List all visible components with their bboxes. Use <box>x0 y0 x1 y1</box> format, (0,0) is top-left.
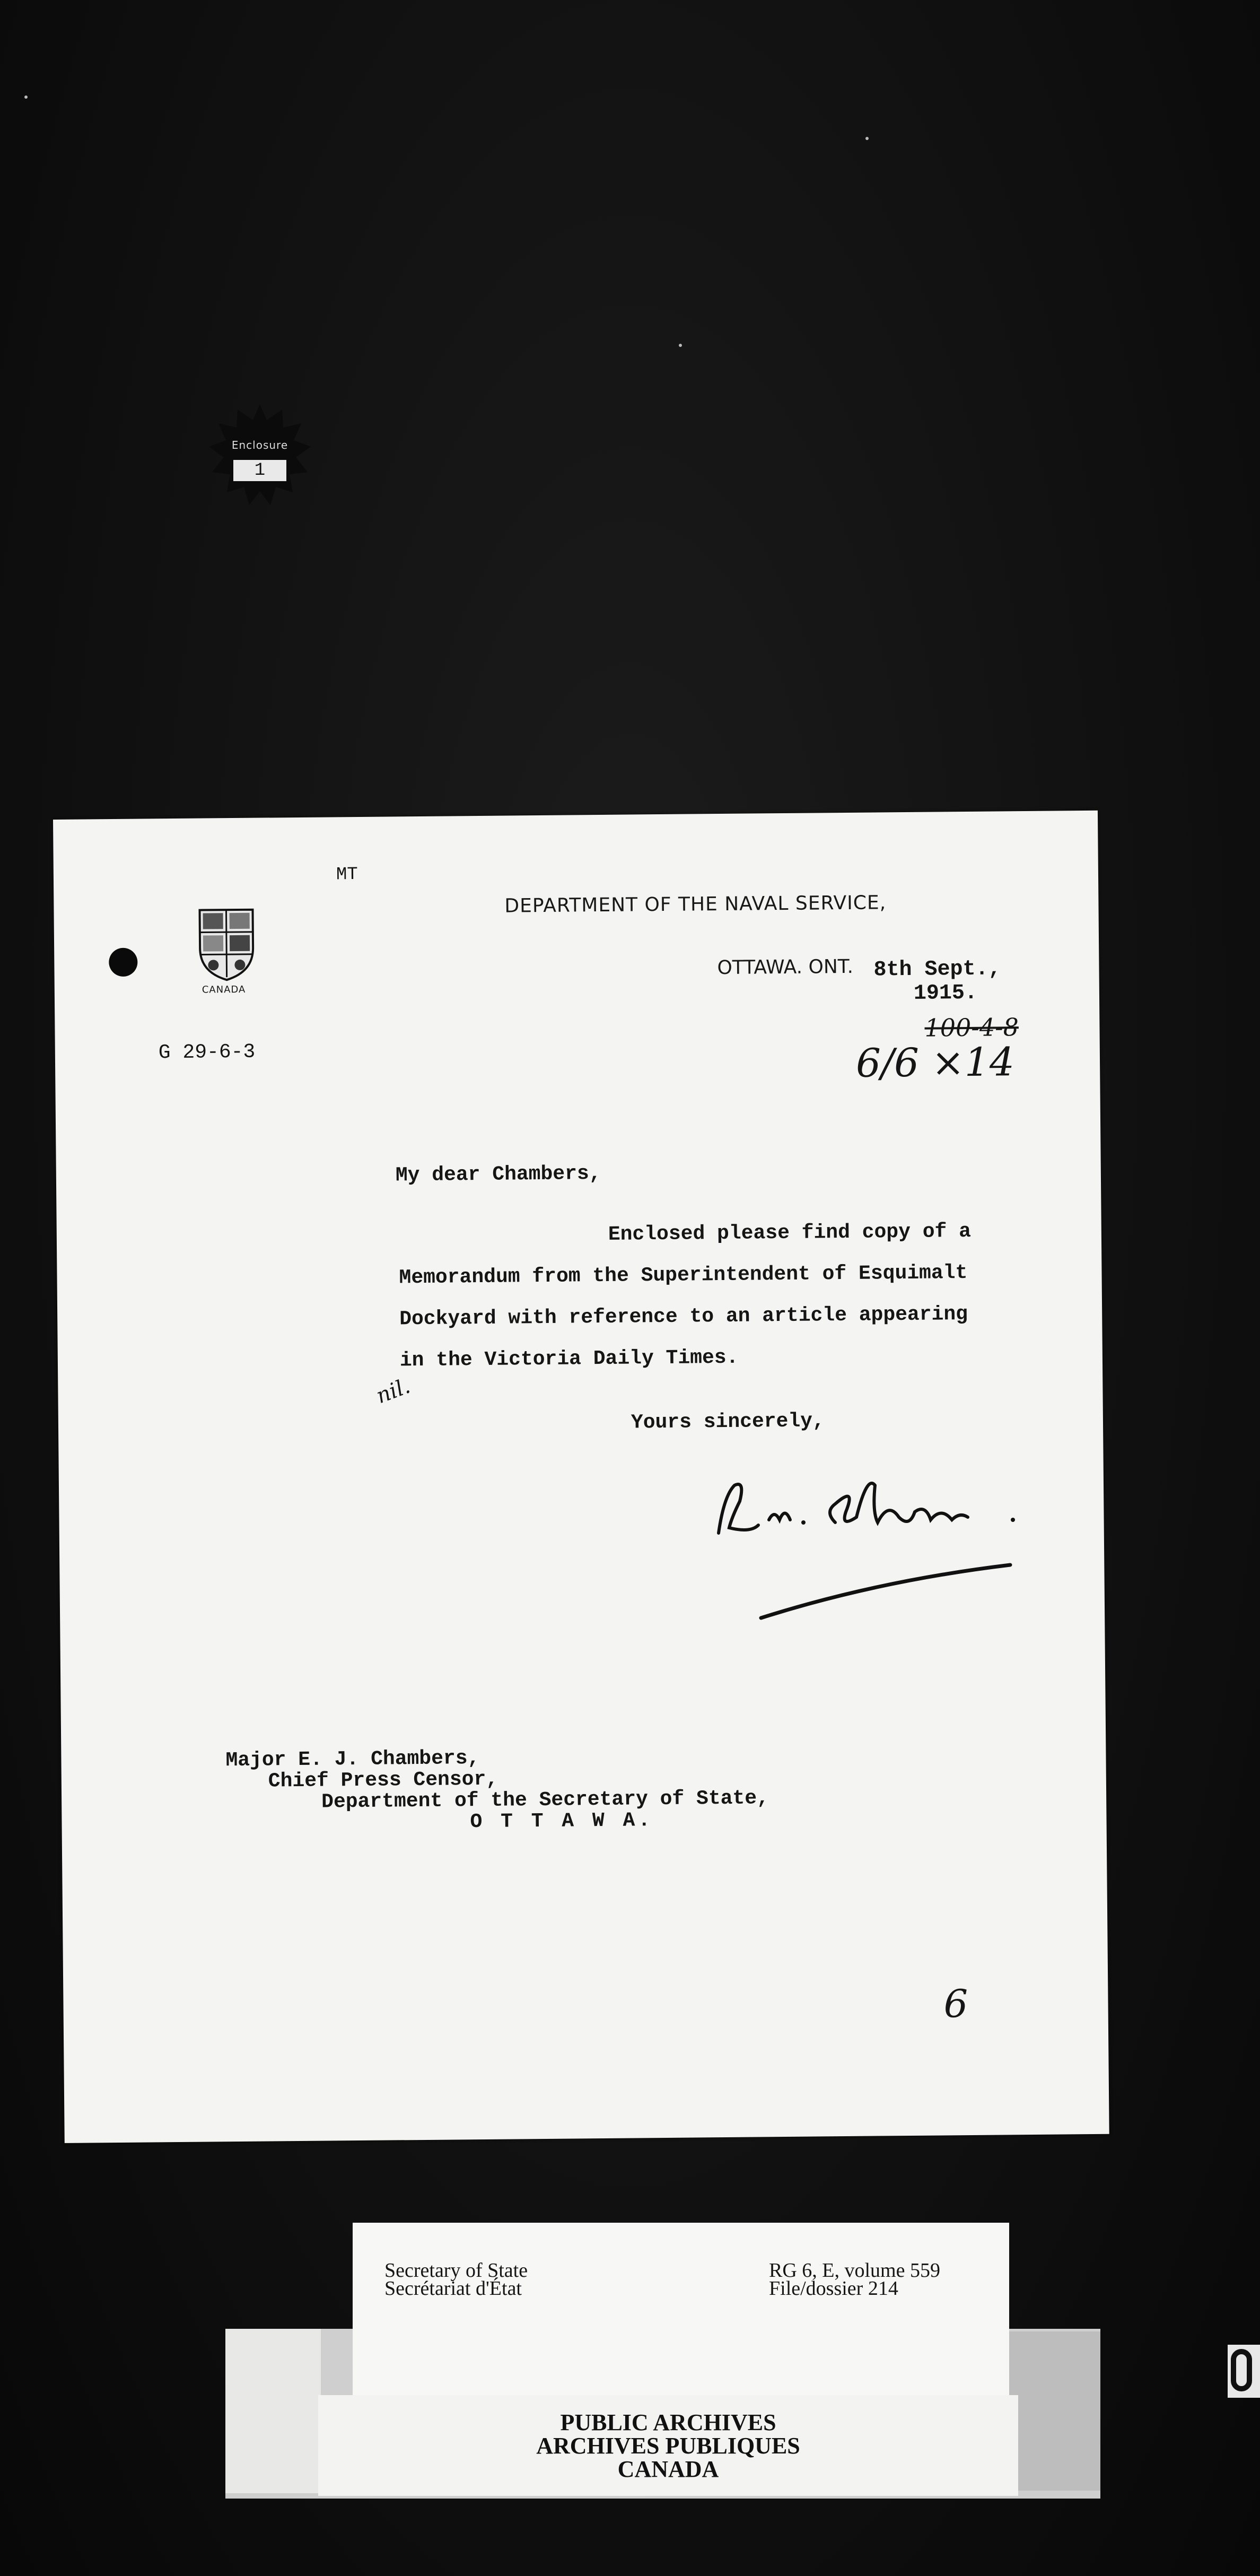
enclosure-label: Enclosure <box>231 439 288 451</box>
letter-date-line1: 8th Sept., <box>873 957 1001 982</box>
letter-date-line2: 1915. <box>913 981 978 1006</box>
salutation: My dear Chambers, <box>395 1162 601 1187</box>
recipient-line: Chief Press Censor, <box>268 1768 498 1793</box>
coat-of-arms-caption: CANADA <box>202 984 246 996</box>
dust-speck <box>865 137 869 140</box>
recipient-line: Department of the Secretary of State, <box>321 1787 769 1814</box>
archive-strip-line: PUBLIC ARCHIVES <box>560 2409 776 2435</box>
fonds-name-english: Secretary of State <box>384 2259 528 2282</box>
file-number: G 29-6-3 <box>158 1040 256 1065</box>
body-line: Memorandum from the Superintendent of Esquimalt <box>399 1261 968 1290</box>
public-archives-strip <box>318 2395 1018 2496</box>
archive-strip-line: ARCHIVES PUBLIQUES <box>536 2433 800 2459</box>
body-line: in the Victoria Daily Times. <box>399 1346 739 1372</box>
archive-backing-card-edge <box>1005 2331 1100 2491</box>
archive-backing-card-edge <box>225 2329 321 2493</box>
punch-hole <box>109 948 137 977</box>
typist-initials: MT <box>336 864 358 885</box>
recipient-line: Major E. J. Chambers, <box>225 1747 480 1772</box>
frame-edge-marker <box>1228 2345 1260 2398</box>
handwritten-reference: 6/6 ×14 <box>855 1039 1015 1086</box>
enclosure-starburst-seal-icon <box>207 403 313 509</box>
canada-coat-of-arms-icon <box>194 906 258 983</box>
dust-speck <box>24 95 28 99</box>
letter-place: OTTAWA. ONT. <box>717 955 854 979</box>
department-heading: DEPARTMENT OF THE NAVAL SERVICE, <box>504 892 887 917</box>
recipient-line: O T T A W A. <box>470 1809 654 1834</box>
dust-speck <box>679 344 682 347</box>
handwritten-signature <box>666 1454 1026 1634</box>
body-line: Enclosed please find copy of a <box>608 1220 972 1246</box>
struck-reference: 100-4-8 <box>924 1013 1019 1042</box>
archive-strip-line: CANADA <box>617 2456 719 2482</box>
file-dossier: File/dossier 214 <box>769 2277 898 2300</box>
margin-note: nil. <box>373 1373 414 1409</box>
enclosure-number: 1 <box>233 460 286 481</box>
archive-reference-card <box>353 2223 1009 2398</box>
record-group-volume: RG 6, E, volume 559 <box>769 2259 940 2282</box>
body-line: Dockyard with reference to an article appearing <box>399 1302 968 1331</box>
fonds-name-french: Secrétariat d'État <box>384 2277 522 2300</box>
closing: Yours sincerely, <box>631 1409 825 1434</box>
page-mark: 6 <box>943 1981 968 2026</box>
